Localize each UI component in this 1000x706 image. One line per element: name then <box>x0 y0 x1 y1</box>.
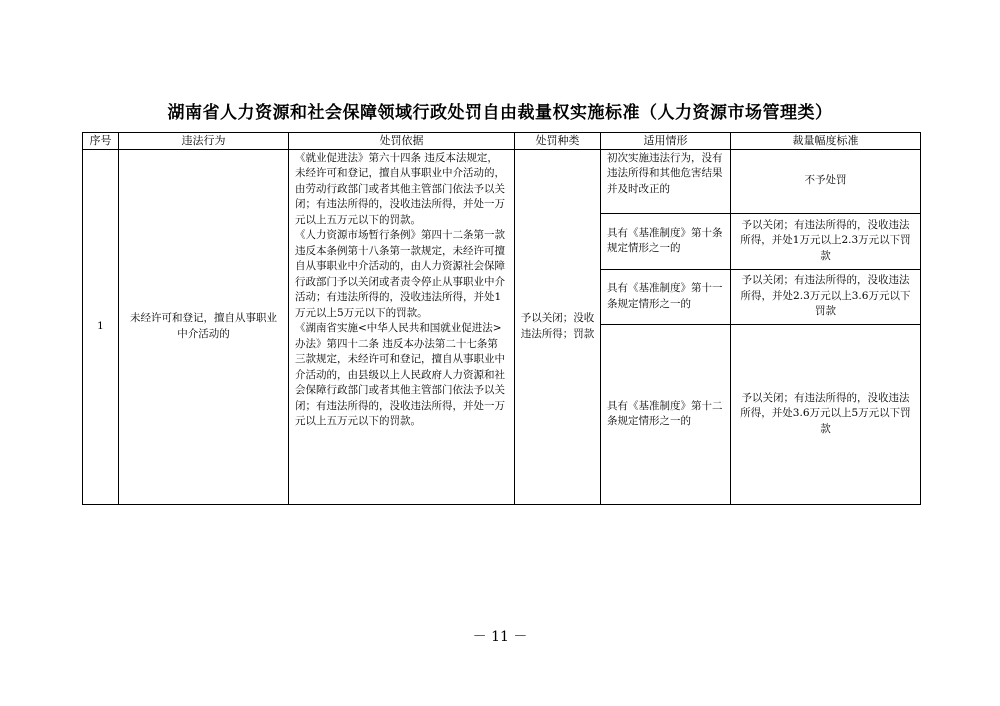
header-type: 处罚种类 <box>515 133 601 150</box>
row-seq: 1 <box>83 149 119 504</box>
row-act: 未经许可和登记，擅自从事职业中介活动的 <box>119 149 289 504</box>
standard-cell: 不予处罚 <box>731 149 921 213</box>
case-cell: 初次实施违法行为，没有违法所得和其他危害结果并及时改正的 <box>601 149 731 213</box>
row-basis <box>289 149 515 504</box>
header-standard: 裁量幅度标准 <box>731 133 921 150</box>
header-case: 适用情形 <box>601 133 731 150</box>
basis-paragraph: 《人力资源市场暂行条例》第四十二条第一款违反本条例第十八条第一款规定，未经许可擅自从事职业中介活动的，由人力资源社会保障行政部门予以关闭或者责令停止从事职业中介活动；有违法所得的，没收违法所得，并处1万元以上5万元以下的罚款。 <box>295 229 505 319</box>
standard-cell: 予以关闭；有违法所得的，没收违法所得，并处1万元以上2.3万元以下罚款 <box>731 213 921 269</box>
standard-cell: 予以关闭；有违法所得的，没收违法所得，并处2.3万元以上3.6万元以下罚款 <box>731 269 921 324</box>
table-row <box>83 149 921 213</box>
basis-paragraph: 《湖南省实施<中华人民共和国就业促进法>办法》第四十二条 违反本办法第二十七条第三款规定，未经许可和登记，擅自从事职业中介活动的，由县级以上人民政府人力资源和社会保障行政部门或者其他主管部门依法予以关闭；有违法所得的，没收违法所得，并处一万元以上五万元以下的罚款。 <box>295 322 505 427</box>
standard-cell: 予以关闭；有违法所得的，没收违法所得，并处3.6万元以上5万元以下罚款 <box>731 324 921 504</box>
table-header-row <box>83 133 921 150</box>
page-number: － 11 － <box>472 629 528 645</box>
case-cell: 具有《基准制度》第十一条规定情形之一的 <box>601 269 731 324</box>
document-title: 湖南省人力资源和社会保障领域行政处罚自由裁量权实施标准（人力资源市场管理类） <box>167 103 833 123</box>
header-act: 违法行为 <box>119 133 289 150</box>
header-seq: 序号 <box>83 133 119 150</box>
case-cell: 具有《基准制度》第十二条规定情形之一的 <box>601 324 731 504</box>
case-cell: 具有《基准制度》第十条规定情形之一的 <box>601 213 731 269</box>
penalty-standard-table <box>82 132 921 505</box>
row-type: 予以关闭；没收违法所得；罚款 <box>515 149 601 504</box>
header-basis: 处罚依据 <box>289 133 515 150</box>
basis-paragraph: 《就业促进法》第六十四条 违反本法规定，未经许可和登记，擅自从事职业中介活动的，由劳动行政部门或者其他主管部门依法予以关闭；有违法所得的，没收违法所得，并处一万元以上五万元以下的罚款。 <box>295 151 505 226</box>
